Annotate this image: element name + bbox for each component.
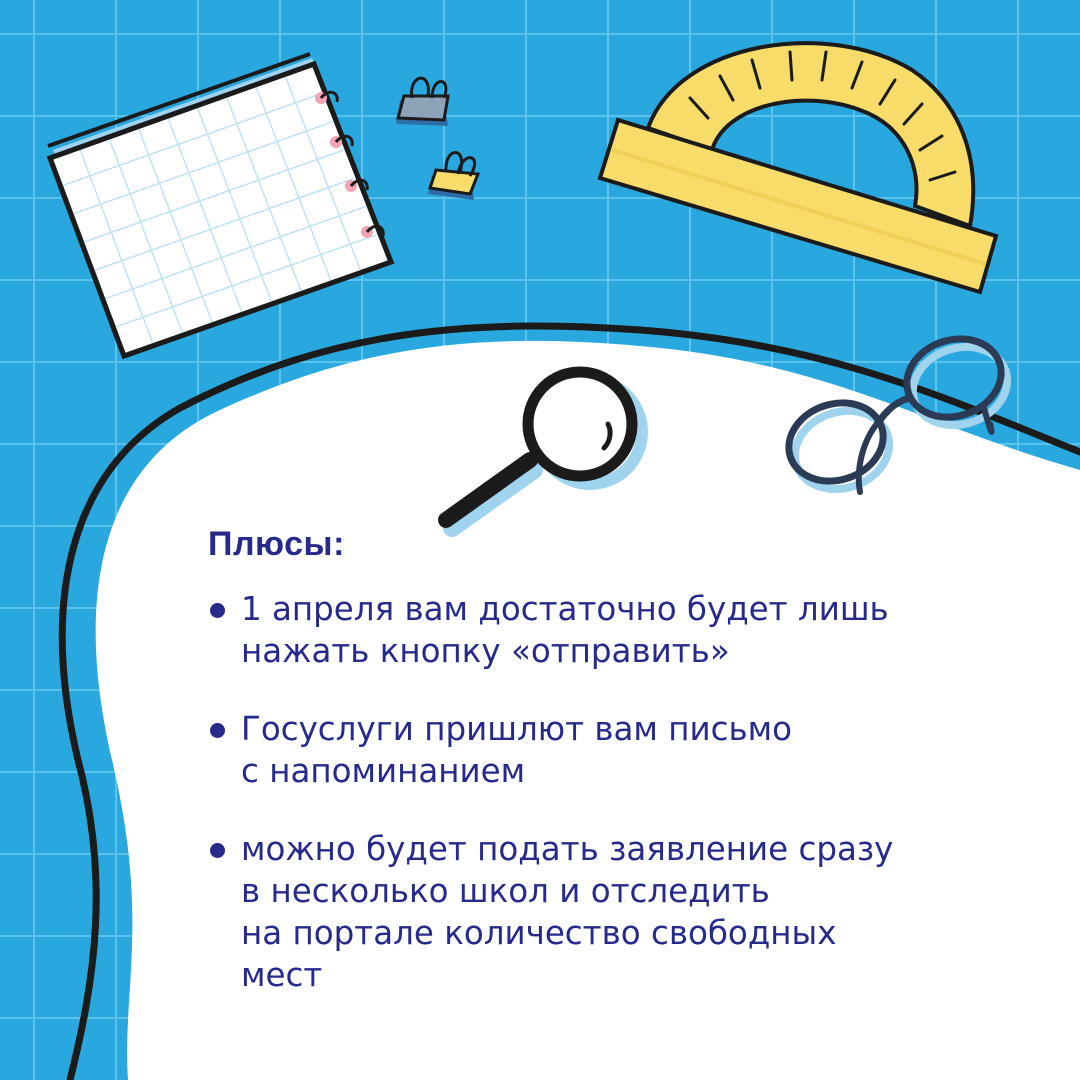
pros-heading: Плюсы: <box>208 525 345 563</box>
list-item <box>205 828 1025 996</box>
bullet-dot-icon <box>210 603 225 618</box>
list-item-line: мест <box>241 956 323 994</box>
notebook-icon <box>48 54 392 356</box>
bullet-dot-icon <box>210 843 225 858</box>
list-item-line: в несколько школ и отследить <box>241 872 770 910</box>
bullet-dot-icon <box>210 723 225 738</box>
list-item-line: на портале количество свободных <box>241 914 837 952</box>
binder-clip-icon <box>428 153 478 201</box>
binder-clip-icon <box>396 78 448 126</box>
list-item-line: с напоминанием <box>241 752 526 790</box>
list-item <box>205 708 1025 792</box>
list-item-line: можно будет подать заявление сразу <box>241 830 894 868</box>
pros-list <box>205 588 1025 996</box>
list-item <box>205 588 1025 672</box>
list-item-line: Госуслуги пришлют вам письмо <box>241 710 793 748</box>
list-item-line: нажать кнопку «отправить» <box>241 632 730 670</box>
list-item-line: 1 апреля вам достаточно будет лишь <box>241 590 889 628</box>
